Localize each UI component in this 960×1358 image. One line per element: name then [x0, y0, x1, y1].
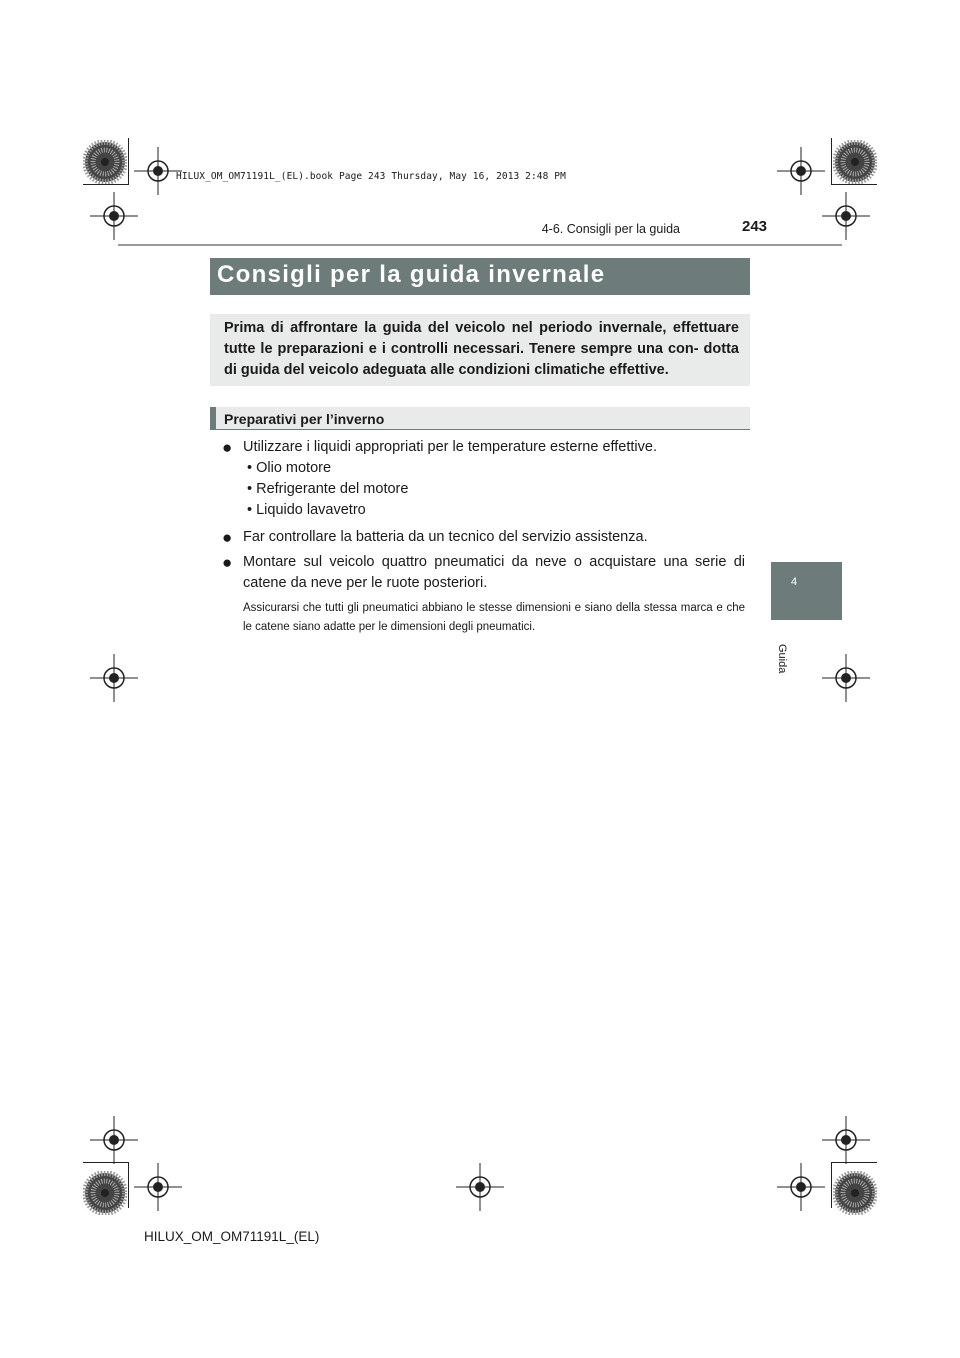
registration-crosshair-icon — [822, 192, 870, 240]
bullet-icon: ● — [222, 438, 233, 457]
intro-text: Prima di affrontare la guida del veicolo nel periodo invernale, effettuare tutte le preparazioni e i controlli necessari. Tenere sempre una con- dotta di guida del veicolo adeguata alle condizioni climatiche effettive. — [224, 320, 739, 378]
printer-rosette-icon — [83, 140, 127, 184]
list-item: • Refrigerante del motore — [247, 481, 409, 497]
printer-rosette-icon — [833, 140, 877, 184]
registration-crosshair-icon — [777, 1163, 825, 1211]
chapter-label: Guida — [776, 644, 788, 674]
registration-crosshair-icon — [777, 147, 825, 195]
printer-rosette-icon — [833, 1171, 877, 1215]
footer-document-code: HILUX_OM_OM71191L_(EL) — [144, 1229, 320, 1244]
registration-crosshair-icon — [134, 147, 182, 195]
printer-rosette-icon — [83, 1171, 127, 1215]
section-reference: 4-6. Consigli per la guida — [541, 222, 680, 236]
chapter-number: 4 — [791, 576, 798, 588]
bullet-text: Far controllare la batteria da un tecnico del servizio assistenza. — [243, 529, 648, 545]
registration-crosshair-icon — [822, 1116, 870, 1164]
registration-crosshair-icon — [822, 654, 870, 702]
bullet-icon: ● — [222, 553, 233, 572]
trim-line — [831, 184, 877, 185]
trim-line — [128, 138, 129, 184]
trim-line — [83, 184, 129, 185]
bullet-icon: ● — [222, 528, 233, 547]
trim-line — [831, 138, 832, 184]
registration-crosshair-icon — [134, 1163, 182, 1211]
registration-crosshair-icon — [456, 1163, 504, 1211]
registration-crosshair-icon — [90, 192, 138, 240]
header-rule — [118, 244, 842, 246]
bullet-text: Montare sul veicolo quattro pneumatici da neve o acquistare una serie di catene da neve per le ruote posteriori. — [243, 554, 745, 591]
chapter-tab — [771, 562, 842, 620]
bullet-note: Assicurarsi che tutti gli pneumatici abbiano le stesse dimensioni e siano della stessa marca e che le catene siano adatte per le dimensioni degli pneumatici. — [243, 602, 745, 633]
registration-crosshair-icon — [90, 654, 138, 702]
list-item: • Olio motore — [247, 460, 332, 476]
registration-crosshair-icon — [90, 1116, 138, 1164]
subsection-title: Preparativi per l’inverno — [224, 411, 385, 427]
page-title: Consigli per la guida invernale — [217, 261, 606, 288]
list-item: • Liquido lavavetro — [247, 502, 366, 518]
bullet-text: Utilizzare i liquidi appropriati per le temperature esterne effettive. — [243, 439, 657, 455]
trim-line — [831, 1162, 832, 1208]
trim-line — [128, 1162, 129, 1208]
file-stamp: HILUX_OM_OM71191L_(EL).book Page 243 Thursday, May 16, 2013 2:48 PM — [176, 171, 566, 182]
page-number: 243 — [742, 218, 768, 235]
